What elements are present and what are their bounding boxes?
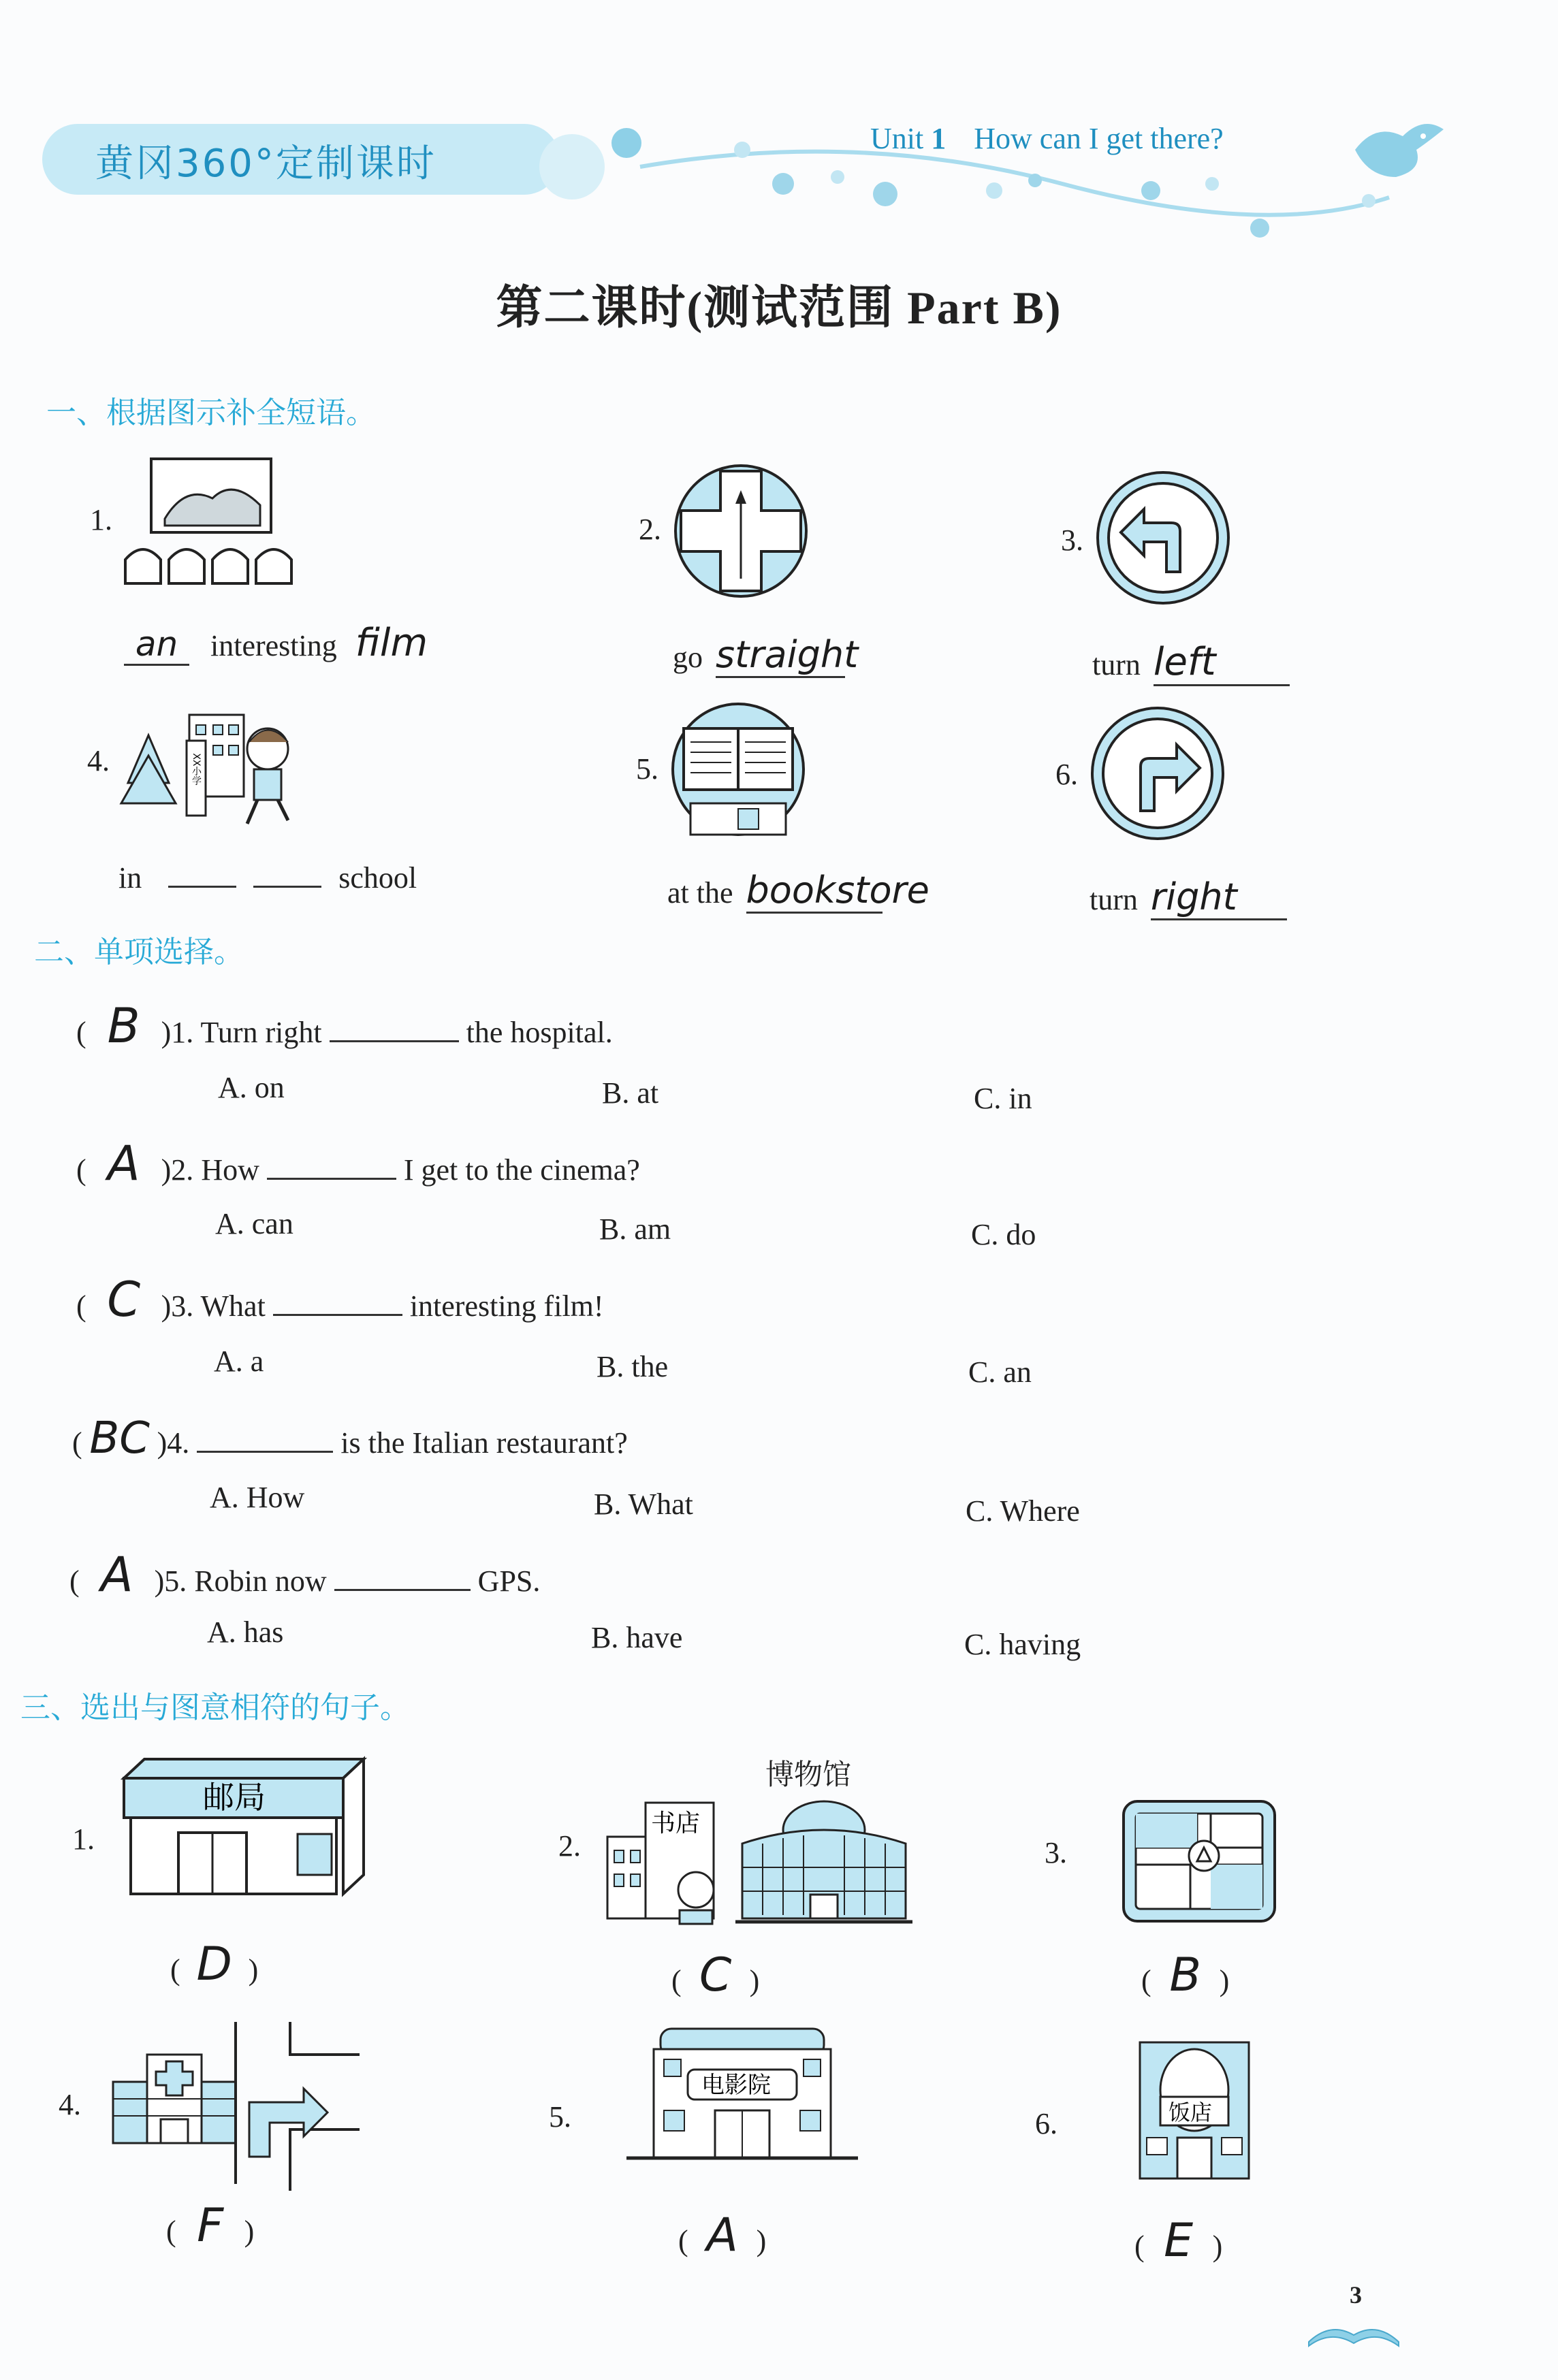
- s3-item4-num: 4.: [59, 2088, 81, 2121]
- s1-item4-blank-1[interactable]: [168, 886, 236, 888]
- gps-map-icon: [1122, 1800, 1279, 1929]
- section3-heading: 三、选出与图意相符的句子。: [20, 1690, 410, 1725]
- s2-q1-option-a[interactable]: A. on: [218, 1071, 285, 1104]
- s1-item2-num: 2.: [639, 513, 661, 546]
- s2-q5-option-a[interactable]: A. has: [207, 1615, 284, 1649]
- s2-q3: ( C )3. What interesting film!: [76, 1272, 604, 1328]
- post-office-icon: [124, 1759, 369, 1916]
- s3-item3-paren: ( B ): [1141, 1948, 1230, 2002]
- s2-q1-answer[interactable]: B: [107, 998, 140, 1054]
- s2-q1-option-b[interactable]: B. at: [602, 1076, 659, 1110]
- s1-item1-answer[interactable]: film: [355, 621, 428, 665]
- s2-q1-blank[interactable]: [330, 1040, 459, 1042]
- page-number: 3: [1350, 2281, 1362, 2309]
- s2-q3-blank[interactable]: [273, 1314, 402, 1316]
- bookstore-sign-icon: [670, 701, 806, 837]
- museum-label: 博物馆: [765, 1758, 852, 1791]
- s3-item1-answer[interactable]: D: [196, 1937, 232, 1991]
- s3-item5-answer[interactable]: A: [706, 2208, 738, 2262]
- s3-item6-paren: ( E ): [1134, 2214, 1223, 2268]
- s2-q1: ( B )1. Turn right the hospital.: [76, 998, 613, 1054]
- s2-q2: ( A )2. How I get to the cinema?: [76, 1136, 640, 1191]
- s3-item2-paren: ( C ): [671, 1948, 760, 2002]
- bird-icon: [1341, 109, 1450, 191]
- s1-item1-num: 1.: [90, 503, 112, 536]
- svg-text:书店: 书店: [651, 1810, 701, 1837]
- s1-item4-num: 4.: [87, 744, 110, 777]
- s3-item4-paren: ( F ): [166, 2199, 255, 2253]
- s2-q4-option-a[interactable]: A. How: [210, 1481, 305, 1514]
- s2-q3-option-c[interactable]: C. an: [968, 1355, 1032, 1389]
- s3-item1-paren: ( D ): [170, 1937, 259, 1991]
- s2-q5-blank[interactable]: [334, 1589, 471, 1591]
- restaurant-building-icon: [1133, 2036, 1256, 2185]
- s1-item3-phrase: turn left: [1092, 640, 1290, 686]
- school-icon: [121, 694, 305, 831]
- s3-item3-answer[interactable]: B: [1169, 1948, 1201, 2002]
- s1-item3-num: 3.: [1061, 524, 1083, 557]
- s3-item2-answer[interactable]: C: [699, 1948, 732, 2002]
- svg-text:饭店: 饭店: [1168, 2100, 1213, 2125]
- s3-item3-num: 3.: [1045, 1836, 1067, 1869]
- section1-heading: 一、根据图示补全短语。: [46, 396, 376, 430]
- s2-q2-option-c[interactable]: C. do: [971, 1218, 1036, 1251]
- bookstore-museum-icon: [606, 1789, 892, 1925]
- s3-item5-num: 5.: [549, 2100, 571, 2134]
- s2-q4-answer[interactable]: BC: [89, 1413, 150, 1464]
- s2-q2-option-a[interactable]: A. can: [215, 1207, 293, 1240]
- svg-text:XX小学: XX小学: [191, 753, 202, 786]
- section2-heading: 二、单项选择。: [34, 935, 244, 969]
- s2-q2-blank[interactable]: [267, 1178, 396, 1180]
- s2-q4-blank[interactable]: [197, 1451, 333, 1453]
- s1-item2-phrase: go straight: [673, 633, 845, 678]
- svg-text:电影院: 电影院: [701, 2072, 771, 2099]
- s3-item4-answer[interactable]: F: [197, 2199, 224, 2253]
- s2-q4-option-b[interactable]: B. What: [594, 1488, 693, 1521]
- s3-item5-paren: ( A ): [678, 2208, 767, 2262]
- s1-item5-num: 5.: [636, 752, 658, 786]
- s2-q5-answer[interactable]: A: [100, 1547, 133, 1603]
- s3-item6-num: 6.: [1035, 2107, 1058, 2140]
- s3-item2-num: 2.: [558, 1829, 581, 1863]
- hospital-turn-right-icon: [106, 2021, 365, 2191]
- s2-q3-option-a[interactable]: A. a: [214, 1345, 264, 1378]
- cinema-screen-icon: [124, 457, 301, 594]
- s2-q5-option-b[interactable]: B. have: [591, 1621, 683, 1654]
- s1-item3-answer[interactable]: left: [1154, 640, 1290, 686]
- s2-q3-option-b[interactable]: B. the: [597, 1350, 669, 1383]
- s3-item6-answer[interactable]: E: [1164, 2214, 1194, 2268]
- brand-title: 黄冈360°定制课时: [95, 142, 436, 186]
- s3-item1-num: 1.: [72, 1822, 95, 1856]
- s2-q4-option-c[interactable]: C. Where: [966, 1494, 1080, 1528]
- s1-item6-num: 6.: [1055, 758, 1078, 791]
- lesson-title: 第二课时(测试范围 Part B): [496, 282, 1062, 334]
- s1-item1-phrase: an interesting film: [124, 621, 428, 666]
- s1-item2-answer[interactable]: straight: [716, 633, 845, 678]
- s1-item1-blank-a[interactable]: an: [124, 624, 189, 666]
- s2-q5-option-c[interactable]: C. having: [964, 1628, 1081, 1661]
- turn-left-sign-icon: [1095, 470, 1231, 606]
- s2-q5: ( A )5. Robin now GPS.: [69, 1547, 541, 1603]
- open-book-icon: [1306, 2308, 1401, 2349]
- s1-item4-blank-2[interactable]: [253, 886, 321, 888]
- unit-header: Unit 1 How can I get there?: [870, 122, 1224, 155]
- s1-item5-phrase: at the bookstore: [667, 869, 883, 914]
- go-straight-sign-icon: [673, 463, 809, 599]
- s2-q2-option-b[interactable]: B. am: [599, 1212, 671, 1246]
- s1-item5-answer[interactable]: bookstore: [746, 869, 883, 914]
- s2-q2-answer[interactable]: A: [107, 1136, 140, 1191]
- s2-q3-answer[interactable]: C: [107, 1272, 141, 1328]
- s1-item6-phrase: turn right: [1090, 875, 1287, 920]
- s2-q4: ( BC )4. is the Italian restaurant?: [72, 1413, 628, 1464]
- s1-item4-phrase: in school: [118, 861, 417, 895]
- svg-text:邮局: 邮局: [203, 1779, 266, 1816]
- s2-q1-option-c[interactable]: C. in: [974, 1082, 1032, 1115]
- turn-right-sign-icon: [1090, 705, 1226, 841]
- s1-item6-answer[interactable]: right: [1151, 875, 1287, 920]
- cinema-building-icon: [626, 2022, 858, 2165]
